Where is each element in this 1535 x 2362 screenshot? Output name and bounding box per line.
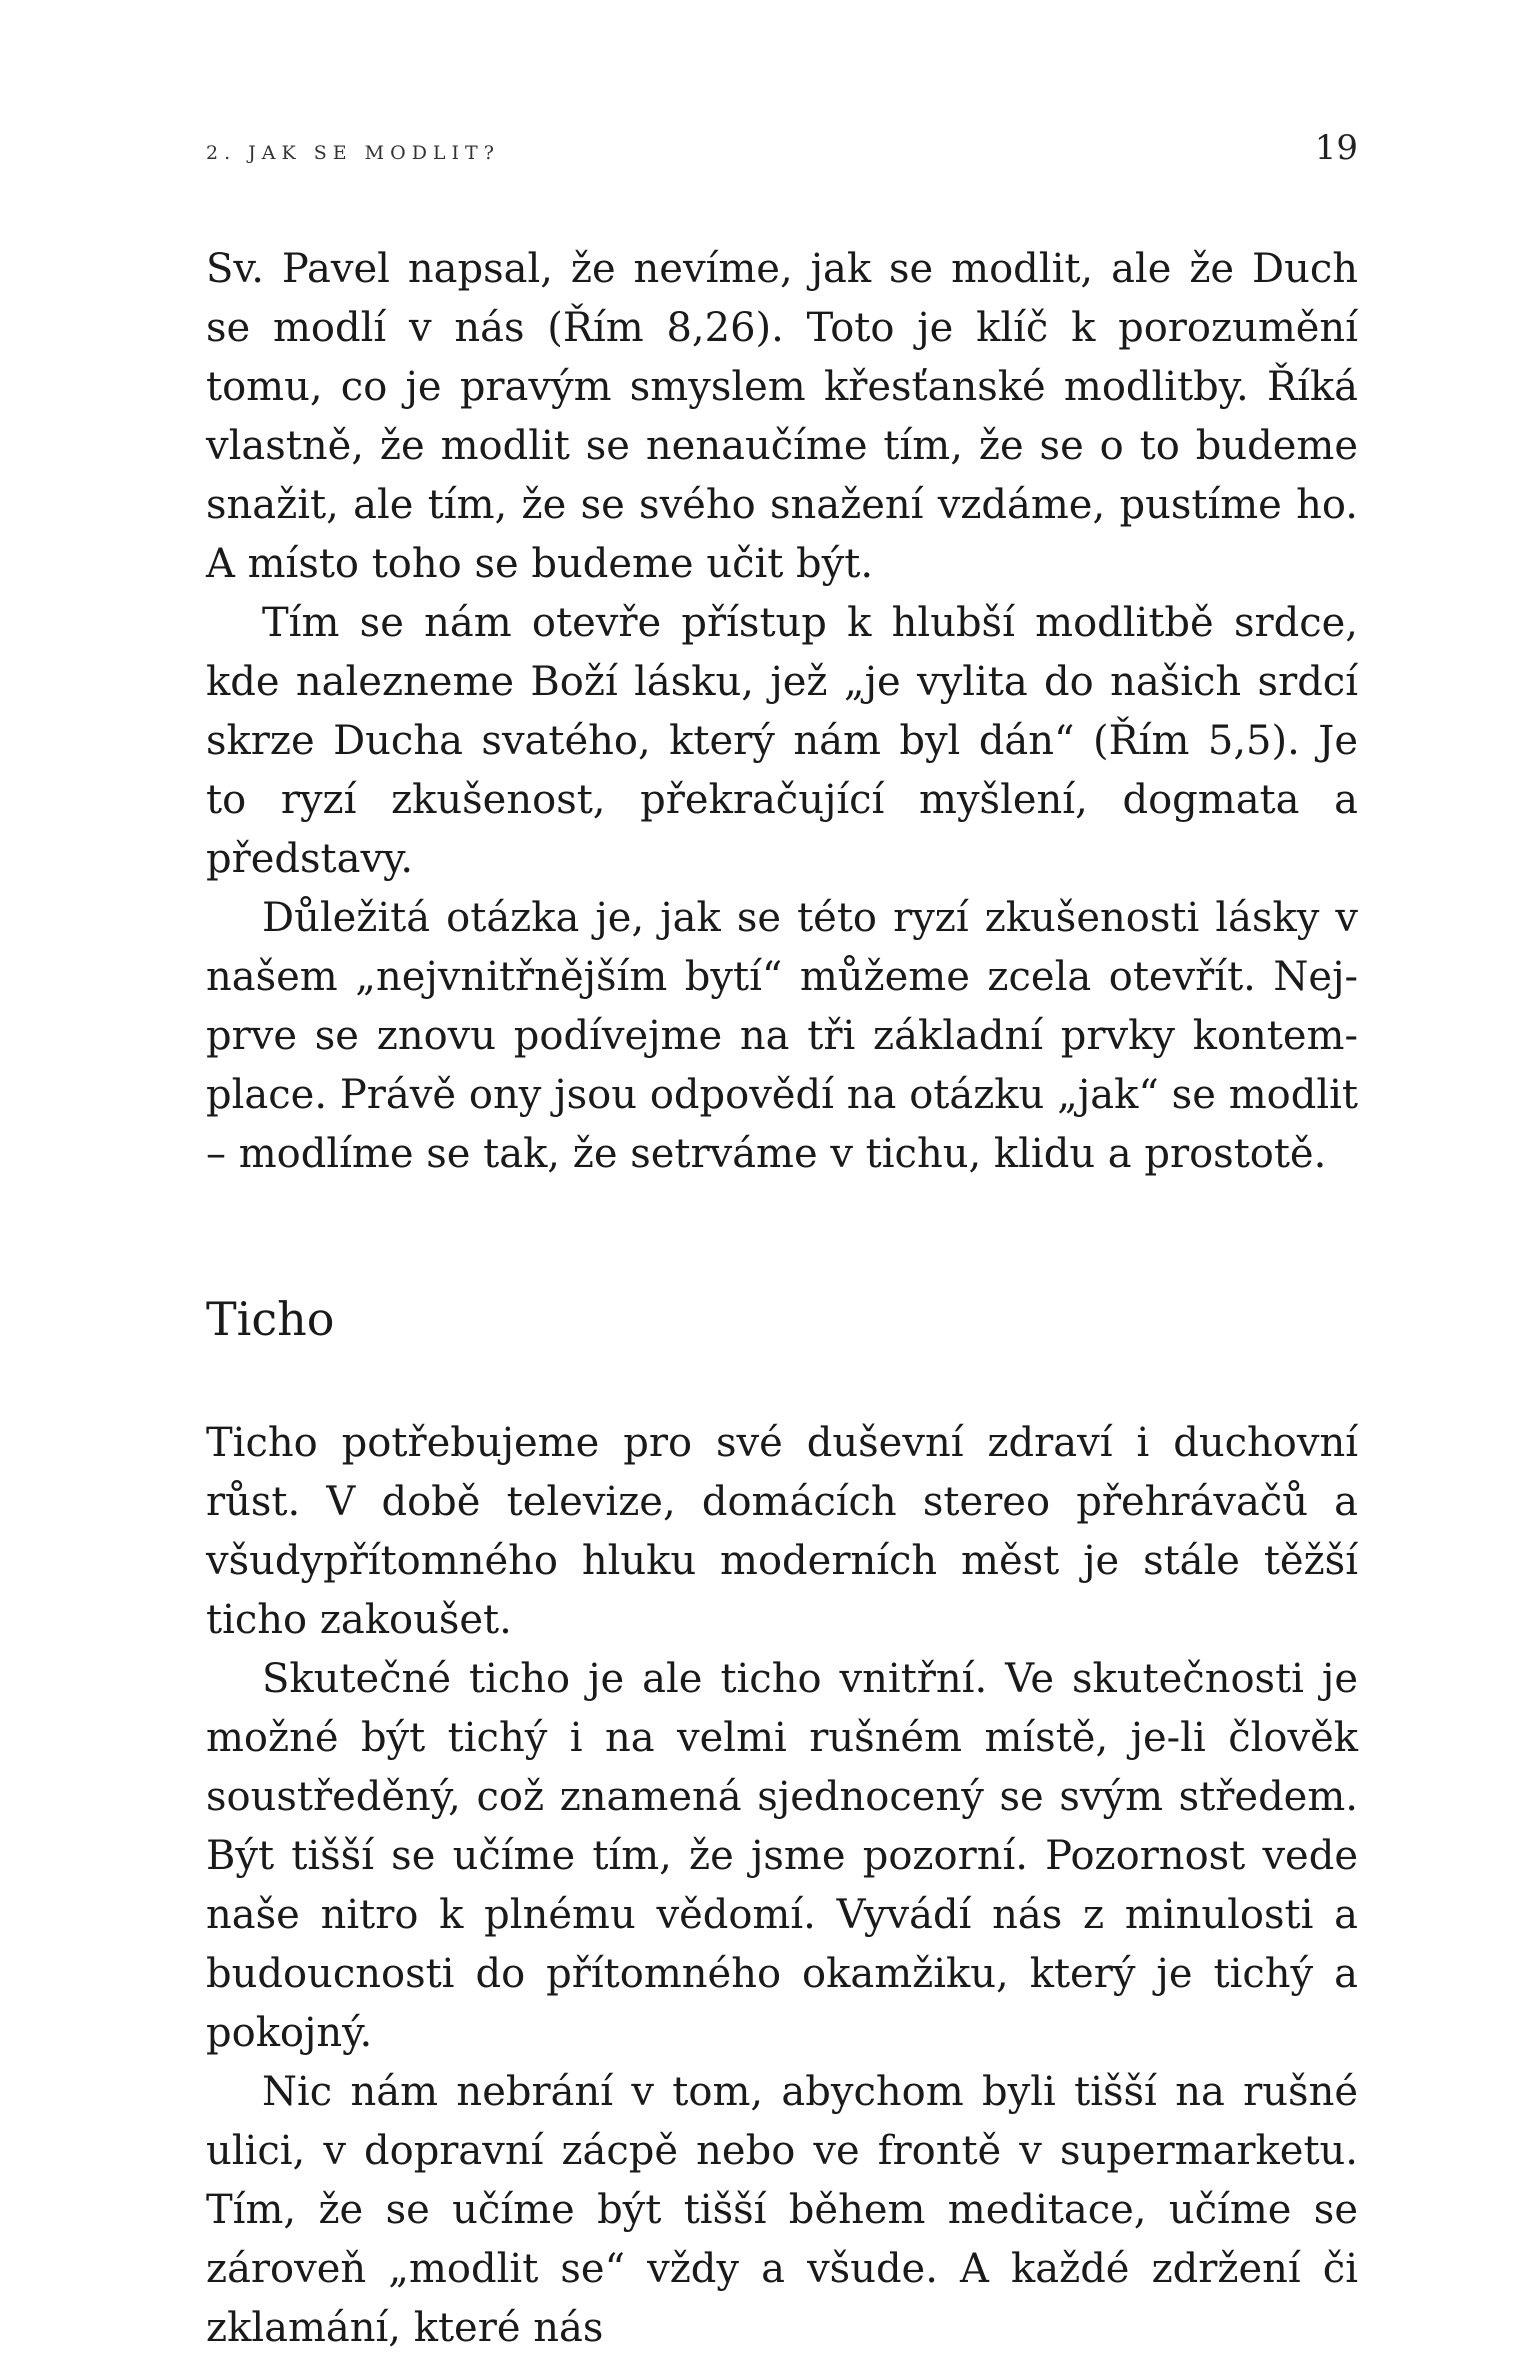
- running-title: 2. JAK SE MODLIT?: [206, 142, 500, 164]
- paragraph: Sv. Pavel napsal, že nevíme, jak se modlit, ale že Duch se modlí v nás (Řím 8,26). Toto je klíč k porozumění tomu, co je pravým smyslem křesťanské modlitby. Říká vlastně, že modlit se nenaučíme tím, že se o to budeme snažit, ale tím, že se svého snažení vzdáme, pustíme ho. A místo toho se budeme učit být.: [206, 246, 1358, 587]
- paragraph: Tím se nám otevře přístup k hlubší modlitbě srdce, kde nalezneme Boží lásku, jež „je vylita do našich srdcí skrze Ducha svatého, který nám byl dán“ (Řím 5,5). Je to ryzí zkušenost, překračující myšlení, dogmata a představy.: [206, 600, 1358, 882]
- page-number: 19: [1314, 128, 1358, 168]
- paragraph: Nic nám nebrání v tom, abychom byli tišší na rušné ulici, v dopravní zácpě nebo ve frontě v supermarketu. Tím, že se učíme být tišší během meditace, učíme se zároveň „modlit se“ vždy a všude. A každé zdržení či zklamání, které nás: [206, 2069, 1358, 2351]
- running-header: [206, 128, 1358, 188]
- paragraph: Skutečné ticho je ale ticho vnitřní. Ve skutečnosti je možné být tichý i na velmi rušném místě, je-li člověk soustředěný, což znamená sjednocený se svým středem. Být tišší se učíme tím, že jsme pozorní. Pozornost vede naše nitro k plnému vědomí. Vyvádí nás z minulosti a budoucnosti do přítomného okamžiku, který je tichý a pokojný.: [206, 1656, 1358, 2056]
- body-text: [206, 240, 1358, 2358]
- paragraph: Ticho potřebujeme pro své duševní zdraví i duchovní růst. V době televize, domácích stereo přehrávačů a všudypřítomného hluku moderních měst je stále těžší ticho zakoušet.: [206, 1420, 1358, 1643]
- paragraph: Důležitá otázka je, jak se této ryzí zkušenosti lásky v našem „nejvnitřnějším bytí“ můžeme zcela otevřít. Nejprve se znovu podívejme na tři základní prvky kontemplace. Právě ony jsou odpovědí na otázku „jak“ se modlit – modlíme se tak, že setrváme v tichu, klidu a prostotě.: [206, 895, 1358, 1177]
- section-heading: Ticho: [206, 1292, 335, 1346]
- book-page: [206, 128, 1358, 2358]
